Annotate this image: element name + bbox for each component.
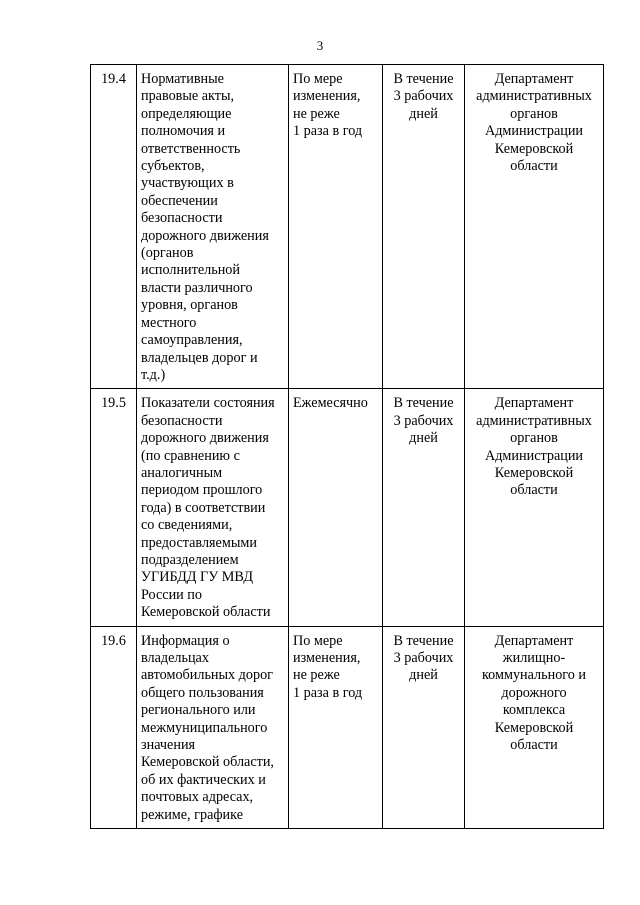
publication-term: В течение 3 рабочих дней	[383, 626, 465, 828]
item-description: Информация о владельцах автомобильных дорог общего пользования регионального или межмуниципального значения Кемеровской области, об их фактических и почтовых адресах, режиме, графике	[137, 626, 289, 828]
responsible-department: Департамент административных органов Администрации Кемеровской области	[465, 389, 604, 626]
item-number: 19.6	[91, 626, 137, 828]
table-row	[91, 65, 604, 389]
responsible-department: Департамент административных органов Администрации Кемеровской области	[465, 65, 604, 389]
item-description: Показатели состояния безопасности дорожного движения (по сравнению с аналогичным периодом прошлого года) в соответствии со сведениями, предоставляемыми подразделением УГИБДД ГУ МВД России по Кемеровской области	[137, 389, 289, 626]
publication-term: В течение 3 рабочих дней	[383, 65, 465, 389]
update-frequency: По мере изменения, не реже 1 раза в год	[289, 65, 383, 389]
table-row	[91, 389, 604, 626]
responsible-department: Департамент жилищно- коммунального и дорожного комплекса Кемеровской области	[465, 626, 604, 828]
item-number: 19.4	[91, 65, 137, 389]
document-table	[90, 64, 604, 829]
publication-term: В течение 3 рабочих дней	[383, 389, 465, 626]
item-description: Нормативные правовые акты, определяющие полномочия и ответственность субъектов, участвующих в обеспечении безопасности дорожного движения (органов исполнительной власти различного уровня, органов местного самоуправления, владельцев дорог и т.д.)	[137, 65, 289, 389]
page-number: 3	[316, 38, 324, 53]
update-frequency: По мере изменения, не реже 1 раза в год	[289, 626, 383, 828]
table-row	[91, 626, 604, 828]
update-frequency: Ежемесячно	[289, 389, 383, 626]
item-number: 19.5	[91, 389, 137, 626]
